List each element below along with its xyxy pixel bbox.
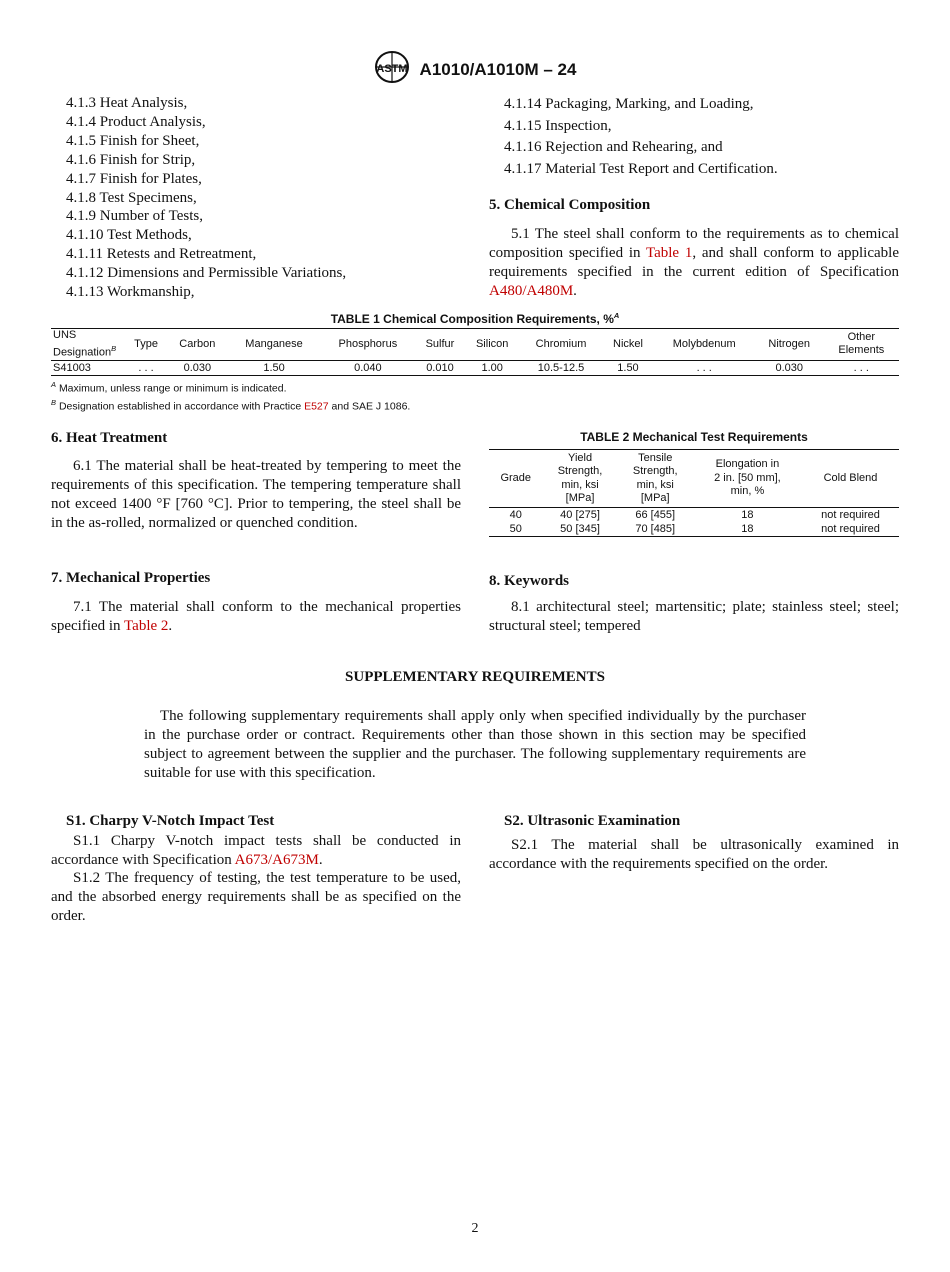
left-item-list [66,94,466,302]
table-row [489,508,899,523]
header-text: Elements [838,344,885,357]
table-cell: 1.50 [617,361,639,374]
text: S1.1 Charpy V-notch impact tests shall be conducted in accordance with Specification [51,833,461,868]
section-6-paragraph: 6.1 The material shall be heat-treated by tempering to meet the requirements of this specification. The tempering temperature shall not exceed 1400 °F [760 °C]. Prior to tempering, the steel shall be in the as-rolled, normalized or quenched condition. [51,458,461,531]
section-5-paragraph [489,225,899,301]
column-header: Nitrogen [768,337,810,350]
header-text: Strength, [557,465,603,477]
table-cell: not required [821,523,880,535]
footnote-mark: A [51,380,57,389]
table-cell: 10.5-12.5 [537,361,585,374]
table-cell: 0.010 [426,361,454,374]
s2-paragraph: S2.1 The material shall be ultrasonically examined in accordance with the requirements specified on the order. [489,837,899,872]
table-cell: not required [821,509,880,521]
header-text: Tensile [638,451,673,464]
list-item: 4.1.5 Finish for Sheet, [66,132,200,149]
column-header: Carbon [179,337,216,350]
page-header [0,50,950,89]
table-cell: . . . [696,361,712,374]
header-text: Elongation in [715,458,780,471]
list-item: 4.1.16 Rejection and Rehearing, and [504,139,723,155]
list-item: 4.1.7 Finish for Plates, [66,170,202,187]
header-text: min, % [730,485,765,498]
column-header [693,450,802,508]
list-item: 4.1.15 Inspection, [504,117,612,134]
table-cell: . . . [853,361,869,374]
text: 7.1 The material shall conform to the mechanical properties specified in [51,599,461,634]
caption-text: TABLE 1 Chemical Composition Requirements, % [330,312,614,326]
list-item: 4.1.6 Finish for Strip, [66,151,196,168]
standard-designation: A1010/A1010M – 24 [419,59,577,79]
column-header: Type [134,337,158,350]
section-7-heading: 7. Mechanical Properties [51,570,211,586]
header-text: 2 in. [50 mm], [714,471,781,484]
section-7-paragraph [51,598,461,636]
list-item: 4.1.4 Product Analysis, [66,113,206,130]
header-text: min, ksi [561,478,599,491]
list-item: 4.1.10 Test Methods, [66,227,192,244]
s1-paragraph-2: S1.2 The frequency of testing, the test temperature to be used, and the absorbed energy requirements shall be as specified on the order. [51,870,461,924]
footnote-mark: B [51,398,57,407]
page-number: 2 [471,1221,479,1236]
section-6-heading: 6. Heat Treatment [51,430,168,446]
footnote-text: Maximum, unless range or minimum is indicated. [58,382,287,395]
table-cell: . . . [138,361,154,374]
header-text: min, ksi [636,478,674,491]
list-item: 4.1.8 Test Specimens, [66,189,197,206]
column-header: Silicon [475,337,509,350]
table-cell: 66 [455] [635,509,676,521]
footnote-mark: B [111,344,117,353]
right-item-list [504,94,904,180]
footnote-text: Designation established in accordance with Practice [58,400,305,413]
section-5-heading: 5. Chemical Composition [489,197,651,213]
section-8-heading: 8. Keywords [489,573,569,589]
table-2-link[interactable]: Table 2 [124,618,169,634]
footnote-mark: A [613,311,620,320]
table-header-row [489,450,899,508]
a480-link[interactable]: A480/A480M [489,283,574,299]
table-header-row [51,329,899,361]
header-text: Designation [53,346,112,359]
header-text: Strength, [632,465,678,477]
table-cell: 1.50 [263,361,285,374]
table-cell: 18 [741,509,754,521]
table-1-caption [51,311,899,326]
text: 5.1 The steel shall conform to the requirements as to chemical composition specified in [489,226,899,261]
table-row [489,522,899,537]
column-header [542,450,617,508]
s2-heading: S2. Ultrasonic Examination [504,813,681,829]
list-item: 4.1.9 Number of Tests, [66,208,203,225]
table-cell: 18 [741,523,754,535]
text: . [573,283,577,299]
table-cell: 0.040 [354,361,382,374]
column-header [51,329,125,361]
text: . [168,618,173,634]
header-text: [MPa] [565,492,595,504]
column-header [824,329,899,361]
table-cell: 70 [485] [635,523,676,535]
column-header: Phosphorus [338,337,398,350]
list-item: 4.1.3 Heat Analysis, [66,95,188,111]
table-cell: 0.030 [775,361,803,374]
column-header [618,450,693,508]
astm-logo-icon [374,50,410,89]
header-text: Other [847,331,876,344]
table-cell: 0.030 [183,361,212,374]
column-header: Manganese [245,337,303,350]
column-header: Sulfur [425,337,455,350]
list-item: 4.1.13 Workmanship, [66,284,195,301]
column-header: Molybdenum [672,337,736,350]
table-cell: S41003 [53,361,91,374]
table-2 [489,449,899,537]
column-header: Nickel [613,337,643,350]
table-2-caption: TABLE 2 Mechanical Test Requirements [580,430,808,444]
column-header: Cold Blend [823,471,878,484]
s1-heading: S1. Charpy V-Notch Impact Test [66,813,275,829]
table-1-footnotes [51,378,899,414]
table-1-link[interactable]: Table 1 [645,245,693,261]
header-text: UNS [53,329,77,341]
text: . [318,852,323,868]
column-header: Grade [500,471,532,484]
list-item: 4.1.14 Packaging, Marking, and Loading, [504,96,754,112]
footnote-a [51,378,899,396]
table-row [51,360,899,375]
list-item: 4.1.17 Material Test Report and Certification. [504,160,778,177]
section-8-paragraph: 8.1 architectural steel; martensitic; plate; stainless steel; steel; structural steel; tempered [489,599,899,634]
supplementary-intro: The following supplementary requirements shall apply only when specified individually by the purchaser in the purchase order or contract. Requirements other than those shown in this section may be specified subject to agreement between the supplier and the purchaser. The following supplementary requirements are suitable for use with this specification. [144,708,806,781]
footnote-text: and SAE J 1086. [328,400,411,413]
supplementary-heading: SUPPLEMENTARY REQUIREMENTS [345,669,605,685]
table-1 [51,328,899,376]
table-cell: 40 [275] [560,509,600,521]
text: , and shall conform to applicable requirements specified in the current edition of Specification [489,245,899,280]
s1-paragraph-1 [51,832,461,870]
table-cell: 40 [509,509,522,521]
column-header: Chromium [535,337,587,350]
e527-link[interactable]: E527 [304,400,329,413]
list-item: 4.1.11 Retests and Retreatment, [66,246,257,263]
table-cell: 50 [509,523,522,535]
table-cell: 1.00 [481,361,503,374]
astm-logo-text: ASTM [375,63,408,75]
a673-link[interactable]: A673/A673M [234,852,319,868]
list-item: 4.1.12 Dimensions and Permissible Variations, [66,265,347,282]
footnote-b [51,396,899,414]
table-cell: 50 [345] [560,523,600,535]
header-text: [MPa] [640,492,670,504]
header-text: Yield [568,451,593,464]
